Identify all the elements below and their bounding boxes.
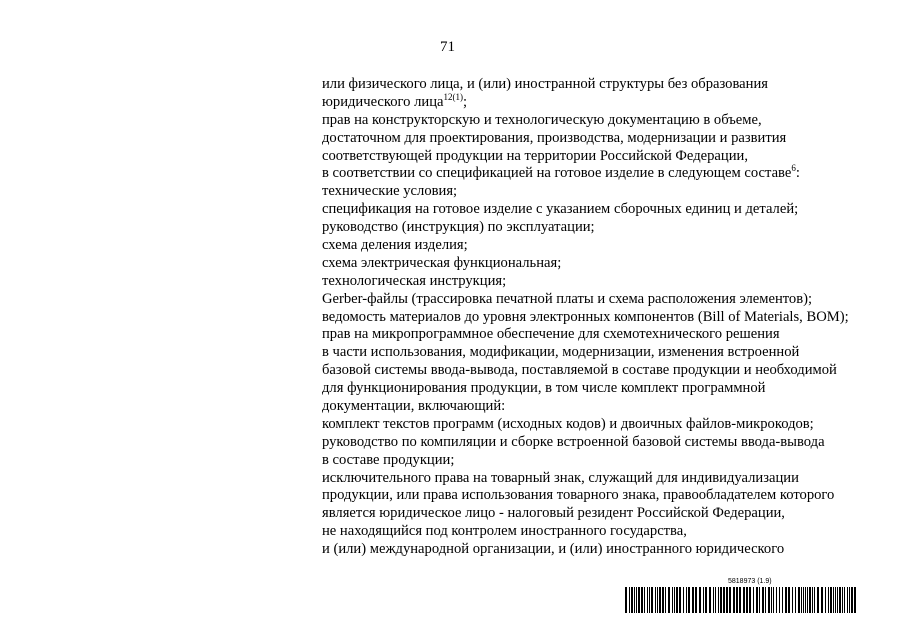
barcode-bar — [812, 587, 813, 613]
barcode-label: 5818973 (1.9) — [728, 578, 772, 585]
barcode-bar — [657, 587, 658, 613]
footnote-marker: 12(1) — [443, 91, 463, 102]
barcode-bar — [638, 587, 640, 613]
text-line-content: продукции, или права использования товарного знака, правообладателем которого — [322, 487, 835, 504]
barcode-bar — [756, 587, 758, 613]
text-line — [322, 91, 882, 112]
text-line — [322, 470, 882, 488]
text-line-content: прав на конструкторскую и технологическую документацию в объеме, — [322, 111, 762, 128]
barcode-bar — [625, 587, 627, 613]
text-line-content: спецификация на готовое изделие с указанием сборочных единиц и деталей; — [322, 201, 799, 218]
barcode-bar — [753, 587, 754, 613]
trailing-punctuation: : — [795, 165, 800, 182]
trailing-punctuation: ; — [463, 93, 468, 110]
text-line-content: руководство по компиляции и сборке встроенной базовой системы ввода-вывода — [322, 433, 825, 450]
barcode-bar — [655, 587, 656, 613]
barcode-bar — [798, 587, 800, 613]
barcode-bar — [759, 587, 760, 613]
barcode-icon — [625, 587, 856, 613]
barcode-bar — [720, 587, 722, 613]
barcode-bar — [672, 587, 673, 613]
barcode-bar — [814, 587, 815, 613]
text-line — [322, 255, 882, 273]
document-body — [322, 76, 882, 559]
text-line-content: юридического лица — [322, 93, 444, 110]
text-line — [322, 76, 882, 94]
text-line-content: ведомость материалов до уровня электронных компонентов (Bill of Materials, BOM); — [322, 308, 849, 325]
text-line-content: комплект текстов программ (исходных кодов) и двоичных файлов-микрокодов; — [322, 415, 814, 432]
text-line — [322, 237, 882, 255]
text-line-content: руководство (инструкция) по эксплуатации; — [322, 219, 595, 236]
text-line-content: в соответствии со спецификацией на готовое изделие в следующем составе — [322, 165, 792, 182]
text-line — [322, 523, 882, 541]
barcode-bar — [699, 587, 701, 613]
text-line — [322, 541, 882, 559]
barcode-bar — [773, 587, 774, 613]
barcode-bar — [683, 587, 684, 613]
text-line-content: схема деления изделия; — [322, 237, 468, 254]
barcode-bar — [739, 587, 741, 613]
barcode-bar — [688, 587, 690, 613]
text-line — [322, 505, 882, 523]
text-line — [322, 452, 882, 470]
barcode-bar — [776, 587, 777, 613]
text-line — [322, 362, 882, 380]
barcode-bar — [837, 587, 838, 613]
barcode-bar — [844, 587, 845, 613]
barcode-bar — [644, 587, 645, 613]
text-line-content: или физического лица, и (или) иностранной структуры без образования — [322, 76, 768, 92]
barcode-bar — [743, 587, 745, 613]
barcode-bar — [629, 587, 630, 613]
text-line-content: не находящийся под контролем иностранного государства, — [322, 523, 687, 540]
barcode-bar — [768, 587, 770, 613]
page-number: 71 — [440, 39, 455, 55]
text-line-content: и (или) международной организации, и (или) иностранного юридического — [322, 541, 785, 558]
barcode-bar — [805, 587, 806, 613]
text-line-content: базовой системы ввода-вывода, поставляемой в составе продукции и необходимой — [322, 362, 837, 379]
barcode-bar — [668, 587, 670, 613]
text-line-content: технологическая инструкция; — [322, 272, 507, 289]
text-line — [322, 416, 882, 434]
barcode-bar — [709, 587, 711, 613]
text-line-content: в составе продукции; — [322, 451, 455, 468]
barcode-bar — [703, 587, 704, 613]
barcode-bar — [636, 587, 637, 613]
text-line-content: документации, включающий: — [322, 398, 506, 415]
barcode-bar — [765, 587, 766, 613]
barcode-bar — [715, 587, 716, 613]
barcode-bar — [649, 587, 650, 613]
barcode-bar — [723, 587, 725, 613]
barcode-bar — [733, 587, 735, 613]
barcode-bar — [726, 587, 728, 613]
barcode-bar — [746, 587, 748, 613]
barcode-bar — [833, 587, 834, 613]
barcode-bar — [828, 587, 829, 613]
barcode-bar — [771, 587, 772, 613]
barcode-bar — [647, 587, 648, 613]
barcode-bar — [817, 587, 819, 613]
barcode-bar — [736, 587, 738, 613]
barcode-bar — [679, 587, 681, 613]
text-line-content: технические условия; — [322, 183, 458, 200]
text-line-content: соответствующей продукции на территории Российской Федерации, — [322, 147, 748, 164]
barcode-bar — [651, 587, 653, 613]
barcode-bar — [795, 587, 796, 613]
barcode-bar — [782, 587, 783, 613]
barcode-bar — [705, 587, 707, 613]
text-line — [322, 434, 882, 452]
text-line — [322, 148, 882, 166]
barcode-bar — [695, 587, 697, 613]
text-line — [322, 219, 882, 237]
barcode-bar — [854, 587, 856, 613]
text-line — [322, 487, 882, 505]
barcode-bar — [809, 587, 811, 613]
text-line — [322, 326, 882, 344]
barcode-bar — [830, 587, 832, 613]
text-line — [322, 183, 882, 201]
text-line-content: достаточном для проектирования, производства, модернизации и развития — [322, 129, 787, 146]
text-line — [322, 398, 882, 416]
text-line — [322, 380, 882, 398]
barcode-bar — [825, 587, 826, 613]
barcode-bar — [803, 587, 804, 613]
barcode-bar — [713, 587, 714, 613]
barcode-bar — [792, 587, 793, 613]
barcode-bar — [842, 587, 843, 613]
text-line-content: прав на микропрограммное обеспечение для схемотехнического решения — [322, 326, 780, 343]
barcode-bar — [762, 587, 764, 613]
barcode-bar — [729, 587, 731, 613]
text-line — [322, 291, 882, 309]
barcode-bar — [631, 587, 633, 613]
text-line — [322, 112, 882, 130]
barcode-bar — [807, 587, 808, 613]
barcode-bar — [749, 587, 751, 613]
barcode-bar — [692, 587, 694, 613]
text-line — [322, 165, 882, 183]
text-line — [322, 344, 882, 362]
barcode-bar — [718, 587, 719, 613]
barcode-bar — [662, 587, 664, 613]
footnote-marker: 6 — [791, 163, 796, 174]
barcode-bar — [779, 587, 780, 613]
text-line-content: Gerber-файлы (трассировка печатной платы и схема расположения элементов); — [322, 290, 813, 307]
text-line-content: исключительного права на товарный знак, служащий для индивидуализации — [322, 469, 799, 486]
barcode-bar — [801, 587, 802, 613]
text-line-content: для функционирования продукции, в том числе комплект программной — [322, 380, 766, 397]
text-line — [322, 201, 882, 219]
barcode-bar — [665, 587, 666, 613]
text-line-content: является юридическое лицо - налоговый резидент Российской Федерации, — [322, 505, 785, 522]
barcode-bar — [847, 587, 848, 613]
barcode-bar — [676, 587, 678, 613]
text-line — [322, 130, 882, 148]
barcode-bar — [641, 587, 643, 613]
barcode-bar — [835, 587, 836, 613]
text-line-content: в части использования, модификации, модернизации, изменения встроенной — [322, 344, 800, 361]
barcode-bar — [821, 587, 823, 613]
barcode-bar — [785, 587, 787, 613]
barcode-bar — [686, 587, 687, 613]
barcode-bar — [849, 587, 850, 613]
barcode-bar — [659, 587, 661, 613]
barcode-bar — [839, 587, 841, 613]
text-line — [322, 309, 882, 327]
barcode-bar — [634, 587, 635, 613]
barcode-bar — [674, 587, 675, 613]
text-line — [322, 273, 882, 291]
barcode-bar — [788, 587, 790, 613]
text-line-content: схема электрическая функциональная; — [322, 254, 562, 271]
barcode-bar — [851, 587, 853, 613]
